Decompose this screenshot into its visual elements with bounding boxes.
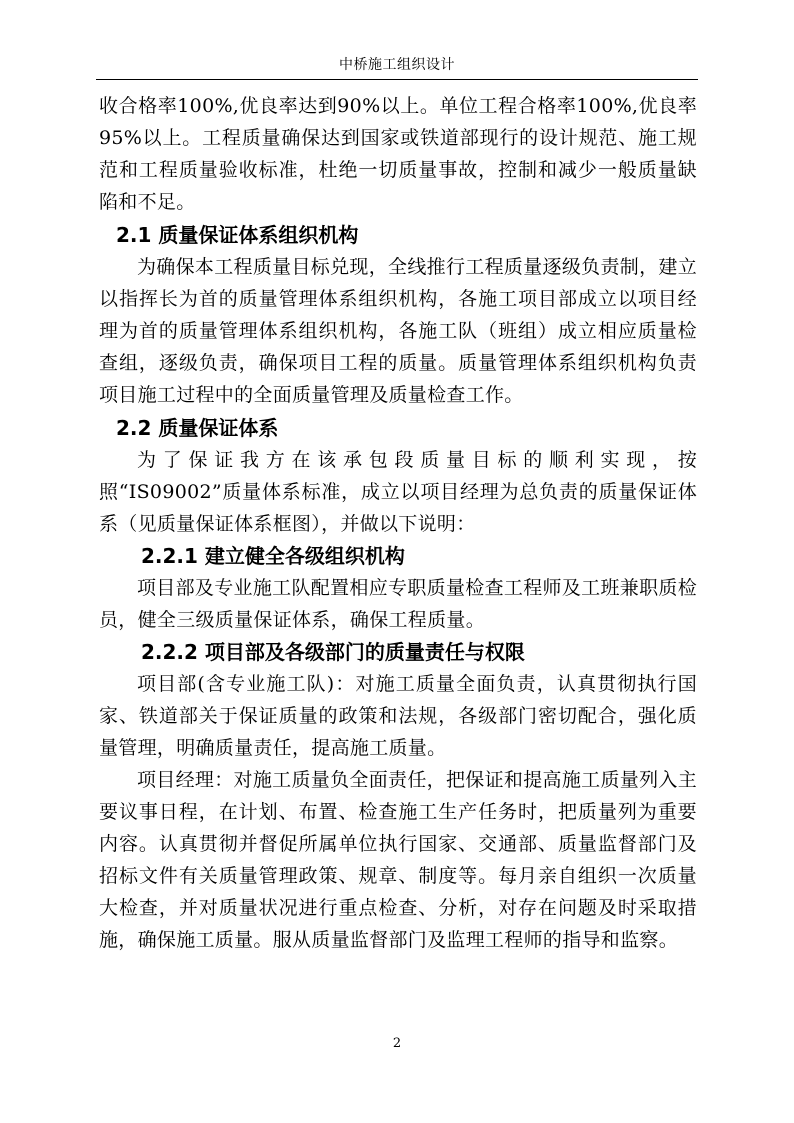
page-number: 2	[392, 1036, 402, 1051]
running-header: 中桥施工组织设计	[339, 57, 455, 73]
heading-2-2-1: 2.2.1 建立健全各级组织机构	[141, 544, 405, 568]
paragraph-quality-system: 为了保证我方在该承包段质量目标的顺利实现，按照“IS09002”质量体系标准，成立以项目经理为总负责的质量保证体系（见质量保证体系框图），并做以下说明：	[99, 449, 697, 535]
paragraph-organization: 为确保本工程质量目标兑现，全线推行工程质量逐级负责制，建立以指挥长为首的质量管理体系组织机构，各施工项目部成立以项目经理为首的质量管理体系组织机构，各施工队（班组）成立相应质量检查组，逐级负责，确保项目工程的质量。质量管理体系组织机构负责项目施工过程中的全面质量管理及质量检查工作。	[99, 256, 697, 406]
document-body	[99, 90, 697, 956]
heading-2-2: 2.2 质量保证体系	[116, 416, 279, 440]
paragraph-project-dept: 项目部(含专业施工队)：对施工质量全面负责，认真贯彻执行国家、铁道部关于保证质量的政策和法规，各级部门密切配合，强化质量管理，明确质量责任，提高施工质量。	[99, 673, 697, 759]
heading-2-1: 2.1 质量保证体系组织机构	[116, 223, 359, 247]
paragraph-quality-target: 收合格率100%,优良率达到90%以上。单位工程合格率100%,优良率95%以上。工程质量确保达到国家或铁道部现行的设计规范、施工规范和工程质量验收标准，杜绝一切质量事故，控制和减少一般质量缺陷和不足。	[99, 95, 697, 213]
paragraph-organizations: 项目部及专业施工队配置相应专职质量检查工程师及工班兼职质检员，健全三级质量保证体系，确保工程质量。	[99, 577, 697, 631]
heading-2-2-2: 2.2.2 项目部及各级部门的质量责任与权限	[141, 640, 525, 664]
header-rule	[96, 79, 698, 80]
paragraph-project-manager: 项目经理：对施工质量负全面责任，把保证和提高施工质量列入主要议事日程，在计划、布置、检查施工生产任务时，把质量列为重要内容。认真贯彻并督促所属单位执行国家、交通部、质量监督部门及招标文件有关质量管理政策、规章、制度等。每月亲自组织一次质量大检查，并对质量状况进行重点检查、分析，对存在问题及时采取措施，确保施工质量。服从质量监督部门及监理工程师的指导和监察。	[99, 769, 697, 951]
